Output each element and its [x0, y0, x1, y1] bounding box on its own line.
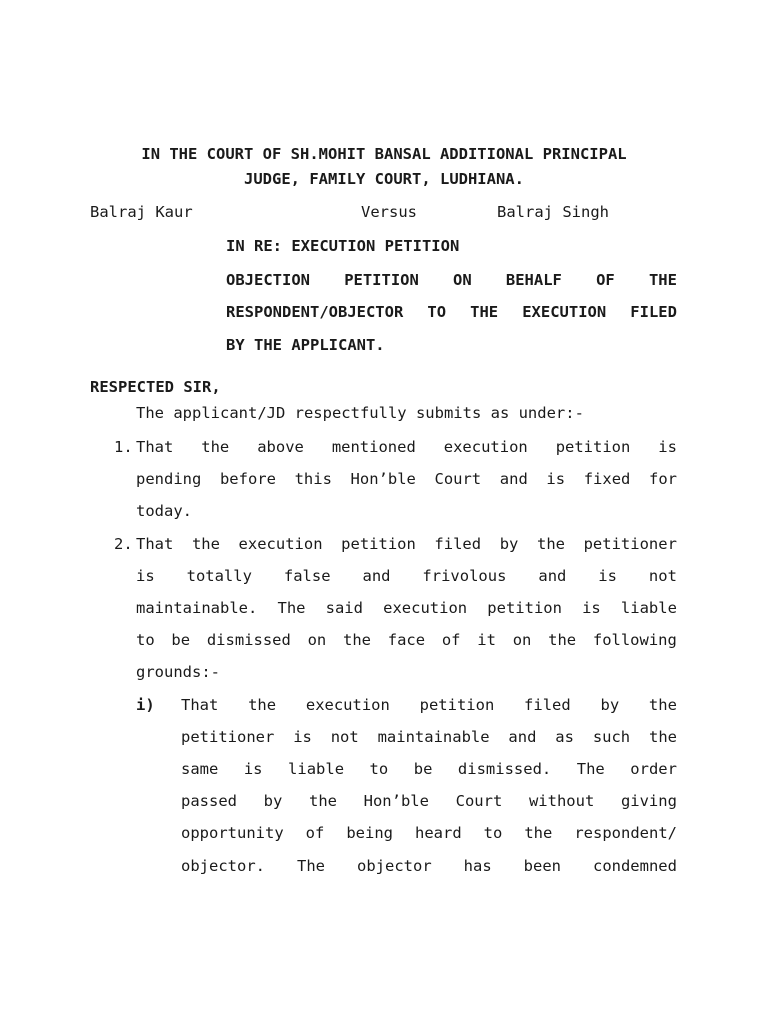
word: the	[649, 728, 677, 746]
word: the	[248, 696, 277, 714]
sub-para-i-line5	[181, 823, 677, 843]
court-heading-line2: JUDGE, FAMILY COURT, LUDHIANA.	[244, 170, 524, 188]
word: The	[297, 857, 325, 875]
word: by	[600, 696, 620, 714]
word: petitioner	[583, 535, 677, 553]
word: is	[546, 470, 566, 488]
word: filed	[434, 535, 482, 553]
word: before	[219, 470, 276, 488]
word: Court	[434, 470, 482, 488]
petitioner-name: Balraj Kaur	[90, 203, 193, 221]
word: heard	[415, 824, 462, 842]
word: the	[191, 535, 220, 553]
word: is	[136, 567, 155, 585]
para-1-line2	[136, 469, 677, 489]
word: be	[413, 760, 433, 778]
word: been	[523, 857, 561, 875]
word: EXECUTION	[522, 303, 607, 321]
court-heading-line1: IN THE COURT OF SH.MOHIT BANSAL ADDITIONAL PRINCIPAL	[141, 145, 627, 163]
word: and	[538, 567, 567, 585]
word: dismissed	[206, 631, 291, 649]
word: pending	[136, 470, 202, 488]
word: execution	[305, 696, 390, 714]
word: face	[387, 631, 426, 649]
word: is	[582, 599, 601, 617]
word: execution	[238, 535, 323, 553]
word: being	[346, 824, 393, 842]
sub-para-i-line4	[181, 791, 677, 811]
word: above	[257, 438, 304, 456]
versus-label: Versus	[361, 203, 417, 221]
intro-line: The applicant/JD respectfully submits as under:-	[136, 404, 584, 422]
word: objector	[357, 857, 432, 875]
para-2-number: 2.	[114, 535, 133, 553]
para-2-line1	[136, 534, 677, 554]
word: PETITION	[344, 271, 419, 289]
word: liable	[620, 599, 677, 617]
para-1-line3: today.	[136, 502, 192, 520]
para-2-line3	[136, 598, 677, 618]
word: and	[362, 567, 391, 585]
word: the	[524, 824, 553, 842]
word: opportunity	[181, 824, 284, 842]
word: it	[477, 631, 496, 649]
sub-para-i-label: i)	[136, 696, 155, 714]
word: by	[263, 792, 283, 810]
word: petition	[555, 438, 631, 456]
word: has	[463, 857, 492, 875]
word: frivolous	[422, 567, 507, 585]
word: following	[592, 631, 677, 649]
word: such	[592, 728, 631, 746]
para-2-line4	[136, 630, 677, 650]
word: same	[181, 760, 219, 778]
word: OBJECTION	[226, 271, 310, 289]
word: false	[283, 567, 331, 585]
word: execution	[443, 438, 528, 456]
word: the	[343, 631, 372, 649]
word: for	[649, 470, 677, 488]
word: Hon’ble	[363, 792, 429, 810]
word: OF	[596, 271, 615, 289]
word: fixed	[583, 470, 631, 488]
word: to	[136, 631, 155, 649]
sub-para-i-line1	[181, 695, 677, 715]
word: That	[181, 696, 219, 714]
word: not	[330, 728, 359, 746]
word: order	[630, 760, 677, 778]
word: to	[369, 760, 389, 778]
word: the	[536, 535, 565, 553]
word: Court	[455, 792, 503, 810]
para-1-number: 1.	[114, 438, 133, 456]
word: on	[307, 631, 327, 649]
word: and	[499, 470, 528, 488]
word: TO	[427, 303, 447, 321]
word: is	[598, 567, 617, 585]
word: passed	[181, 792, 237, 810]
word: liable	[288, 760, 345, 778]
word: the	[648, 696, 677, 714]
word: maintainable	[377, 728, 490, 746]
word: ON	[453, 271, 472, 289]
word: maintainable.	[136, 599, 258, 617]
word: BEHALF	[505, 271, 562, 289]
word: by	[499, 535, 519, 553]
word: That	[136, 438, 174, 456]
word: petition	[419, 696, 495, 714]
word: Hon’ble	[350, 470, 416, 488]
word: petition	[341, 535, 416, 553]
word: is	[243, 760, 263, 778]
word: THE	[648, 271, 677, 289]
word: FILED	[630, 303, 677, 321]
sub-para-i-line6	[181, 856, 677, 876]
para-2-line5: grounds:-	[136, 663, 220, 681]
word: respondent/	[574, 824, 677, 842]
word: the	[201, 438, 230, 456]
para-2-line2	[136, 566, 677, 586]
word: and	[508, 728, 537, 746]
word: mentioned	[331, 438, 416, 456]
subject-line3: BY THE APPLICANT.	[226, 336, 385, 354]
word: condemned	[592, 857, 677, 875]
word: the	[308, 792, 337, 810]
word: of	[441, 631, 461, 649]
word: not	[648, 567, 677, 585]
word: on	[512, 631, 532, 649]
word: this	[294, 470, 332, 488]
sub-para-i-line2	[181, 727, 677, 747]
word: is	[658, 438, 677, 456]
word: RESPONDENT/OBJECTOR	[226, 303, 404, 321]
word: to	[483, 824, 503, 842]
para-1-line1	[136, 437, 677, 457]
word: That	[136, 535, 174, 553]
word: The	[576, 760, 605, 778]
subject-line2	[226, 302, 677, 322]
subject-line1	[226, 270, 677, 290]
word: totally	[186, 567, 252, 585]
word: filed	[524, 696, 571, 714]
word: without	[528, 792, 595, 810]
salutation: RESPECTED SIR,	[90, 378, 221, 396]
word: of	[305, 824, 325, 842]
word: petitioner	[181, 728, 275, 746]
sub-para-i-line3	[181, 759, 677, 779]
word: execution	[383, 599, 468, 617]
word: be	[171, 631, 191, 649]
word: as	[555, 728, 574, 746]
in-re-line: IN RE: EXECUTION PETITION	[226, 237, 460, 255]
word: THE	[470, 303, 499, 321]
respondent-name: Balraj Singh	[497, 203, 609, 221]
word: the	[548, 631, 577, 649]
word: The	[277, 599, 306, 617]
word: said	[325, 599, 363, 617]
word: petition	[487, 599, 562, 617]
word: is	[293, 728, 312, 746]
word: giving	[620, 792, 677, 810]
word: dismissed.	[457, 760, 552, 778]
word: objector.	[181, 857, 265, 875]
